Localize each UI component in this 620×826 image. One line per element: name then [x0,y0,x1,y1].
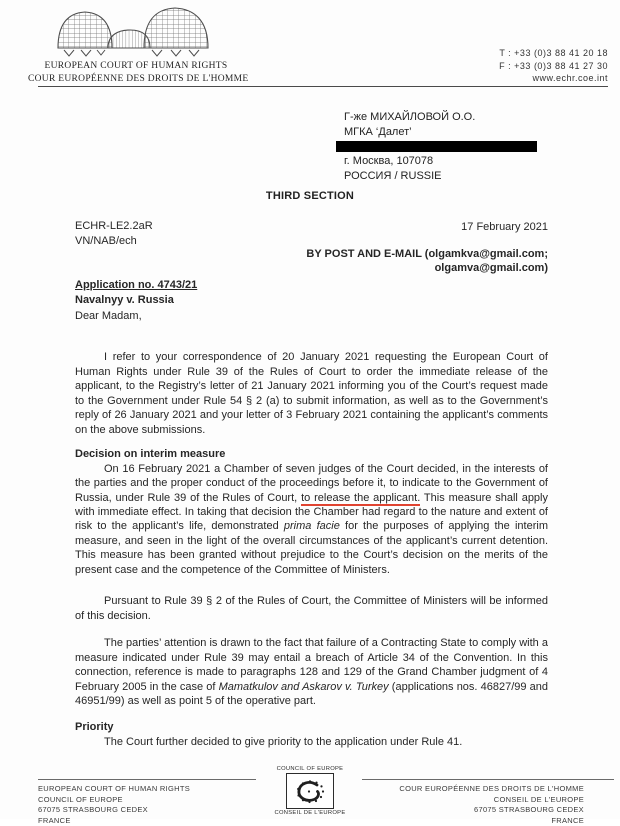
delivery-line-1: BY POST AND E-MAIL (olgamkva@gmail.com; [306,248,548,260]
recipient-name: Г-же МИХАЙЛОВОЙ О.О. [344,111,476,123]
echr-building-logo-icon [52,6,214,65]
recipient-address-block [344,110,537,183]
reference-block [75,219,153,248]
fax-number: F : +33 (0)3 88 41 27 30 [499,60,608,71]
footer-address-english [38,779,256,826]
delivery-line-2: olgamva@gmail.com) [434,261,548,274]
letter-body [75,309,548,749]
footer-right-line: CONSEIL DE L'EUROPE [493,794,584,804]
priority-heading: Priority [75,721,114,734]
reference-number: ECHR-LE2.2aR [75,220,153,232]
org-name-french: COUR EUROPÉENNE DES DROITS DE L'HOMME [28,73,249,84]
letter-date: 17 February 2021 [461,221,548,233]
website-url: www.echr.coe.int [532,73,608,83]
pursuant-paragraph: Pursuant to Rule 39 § 2 of the Rules of Court, the Committee of Ministers will be informed of this decision. [75,595,548,622]
decision-seg1: On 16 February 2021 a Chamber of seven judges of the Court decided, in the interests of the parties and the proper conduct of the proceedings before it, to indicate to the Government of Russia, under Rule 39 of the Rules of Court, [75,462,548,504]
case-citation: Mamatkulov and Askarov v. Turkey [218,680,389,693]
salutation: Dear Madam, [75,310,142,322]
recipient-country: РОССИЯ / RUSSIE [344,169,442,182]
contact-block [499,47,608,85]
coe-logo-icon [286,773,334,809]
coe-label-english: COUNCIL OF EUROPE [276,766,344,772]
latin-phrase: prima facie [283,520,340,533]
redacted-address-bar [336,141,537,152]
footer-right-line: FRANCE [551,815,584,825]
delivery-method-block [306,248,548,275]
org-name-english: EUROPEAN COURT OF HUMAN RIGHTS [44,61,228,71]
decision-heading: Decision on interim measure [75,448,226,461]
footer-right-line: COUR EUROPÉENNE DES DROITS DE L'HOMME [399,784,584,793]
letterhead-divider [38,86,608,87]
footer-left-line: FRANCE [38,815,71,825]
parties-paragraph [75,636,548,708]
council-of-europe-emblem [260,766,360,816]
case-name: Navalnyy v. Russia [75,293,174,306]
footer-address-french [362,779,614,826]
footer-left-line: EUROPEAN COURT OF HUMAN RIGHTS [38,784,191,793]
recipient-city: г. Москва, 107078 [344,155,434,167]
decision-seg2: This measure shall apply with immediate effect. In taking that decision the Chamber had regard to the nature and extent of risk to the applicant’s life, demonstrated [75,491,548,533]
footer-left-line: 67075 STRASBOURG CEDEX [38,805,148,815]
intro-paragraph: I refer to your correspondence of 20 January 2021 requesting the European Court of Human Rights under Rule 39 of the Rules of Court to order the immediate release of the applicant, to the Registry’s letter of 21 January 2021 informing you of the Court’s request made to the Government under Rule 54 § 2 (a) to submit information, as well as to the Government’s reply of 26 January 2021 and your letter of 3 February 2021 containing the applicant’s comments on the above submissions. [75,351,548,436]
priority-paragraph: The Court further decided to give priority to the application under Rule 41. [104,735,463,748]
reference-initials: VN/NAB/ech [75,234,137,247]
parties-seg1: The parties’ attention is drawn to the fact that failure of a Contracting State to comply with a measure indicated under Rule 39 may entail a breach of Article 34 of the Convention. In this connection, reference is made to paragraphs 128 and 129 of the Grand Chamber judgment of 4 February 2005 in the case of [75,637,548,693]
coe-label-french: CONSEIL DE L'EUROPE [274,810,346,816]
phone-number: T : +33 (0)3 88 41 20 18 [499,48,608,58]
parties-seg2: (applications nos. 46827/99 and 46951/99) as well as point 5 of the operative part. [75,680,548,707]
section-title: THIRD SECTION [265,190,355,202]
application-number: Application no. 4743/21 [75,279,198,291]
footer-right-line: 67075 STRASBOURG CEDEX [474,805,584,815]
footer-left-line: COUNCIL OF EUROPE [38,794,123,804]
decision-paragraph [75,462,548,578]
application-block [75,278,197,307]
decision-seg3: for the purposes of applying the interim measure, and seen in the light of the overall circumstances of the applicant’s current detention. This measure has been granted without prejudice to the Court’s decision on the merits of the present case and the competence of the Committee of Ministers. [75,520,548,576]
recipient-organisation: МГКА ‘Далет’ [344,125,412,138]
letterhead-org-names [28,60,249,85]
red-underlined-phrase: to release the applicant. [301,492,420,507]
